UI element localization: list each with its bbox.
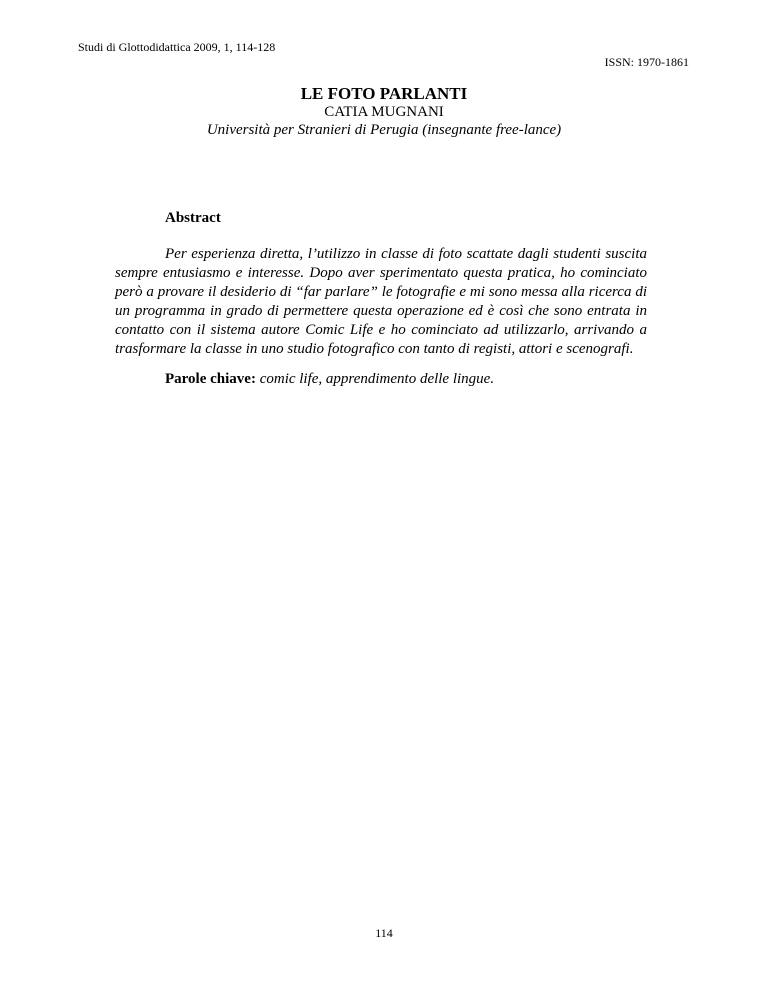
article-title: LE FOTO PARLANTI <box>300 84 468 103</box>
page-number: 114 <box>375 926 393 940</box>
journal-reference: Studi di Glottodidattica 2009, 1, 114-128 <box>78 40 276 54</box>
keywords-text: comic life, apprendimento delle lingue. <box>259 371 495 387</box>
author-affiliation: Università per Stranieri di Perugia (insegnante free-lance) <box>206 122 562 138</box>
author-name: CATIA MUGNANI <box>324 104 444 120</box>
keywords <box>165 371 494 388</box>
title-block <box>0 84 768 139</box>
keywords-label: Parole chiave: <box>165 371 256 387</box>
abstract-heading: Abstract <box>165 210 221 226</box>
issn: ISSN: 1970-1861 <box>604 55 689 69</box>
abstract-body: Per esperienza diretta, l’utilizzo in classe di foto scattate dagli studenti suscita sempre entusiasmo e interesse. Dopo aver sperimentato questa pratica, ho cominciato però a provare il desiderio di “far parlare” le fotografie e mi sono messa alla ricerca di un programma in grado di permettere questa operazione ed è così che sono entrata in contatto con il sistema autore Comic Life e ho cominciato ad utilizzarlo, arrivando a trasformare la classe in uno studio fotografico con tanto di registi, attori e scenografi. <box>115 246 647 357</box>
